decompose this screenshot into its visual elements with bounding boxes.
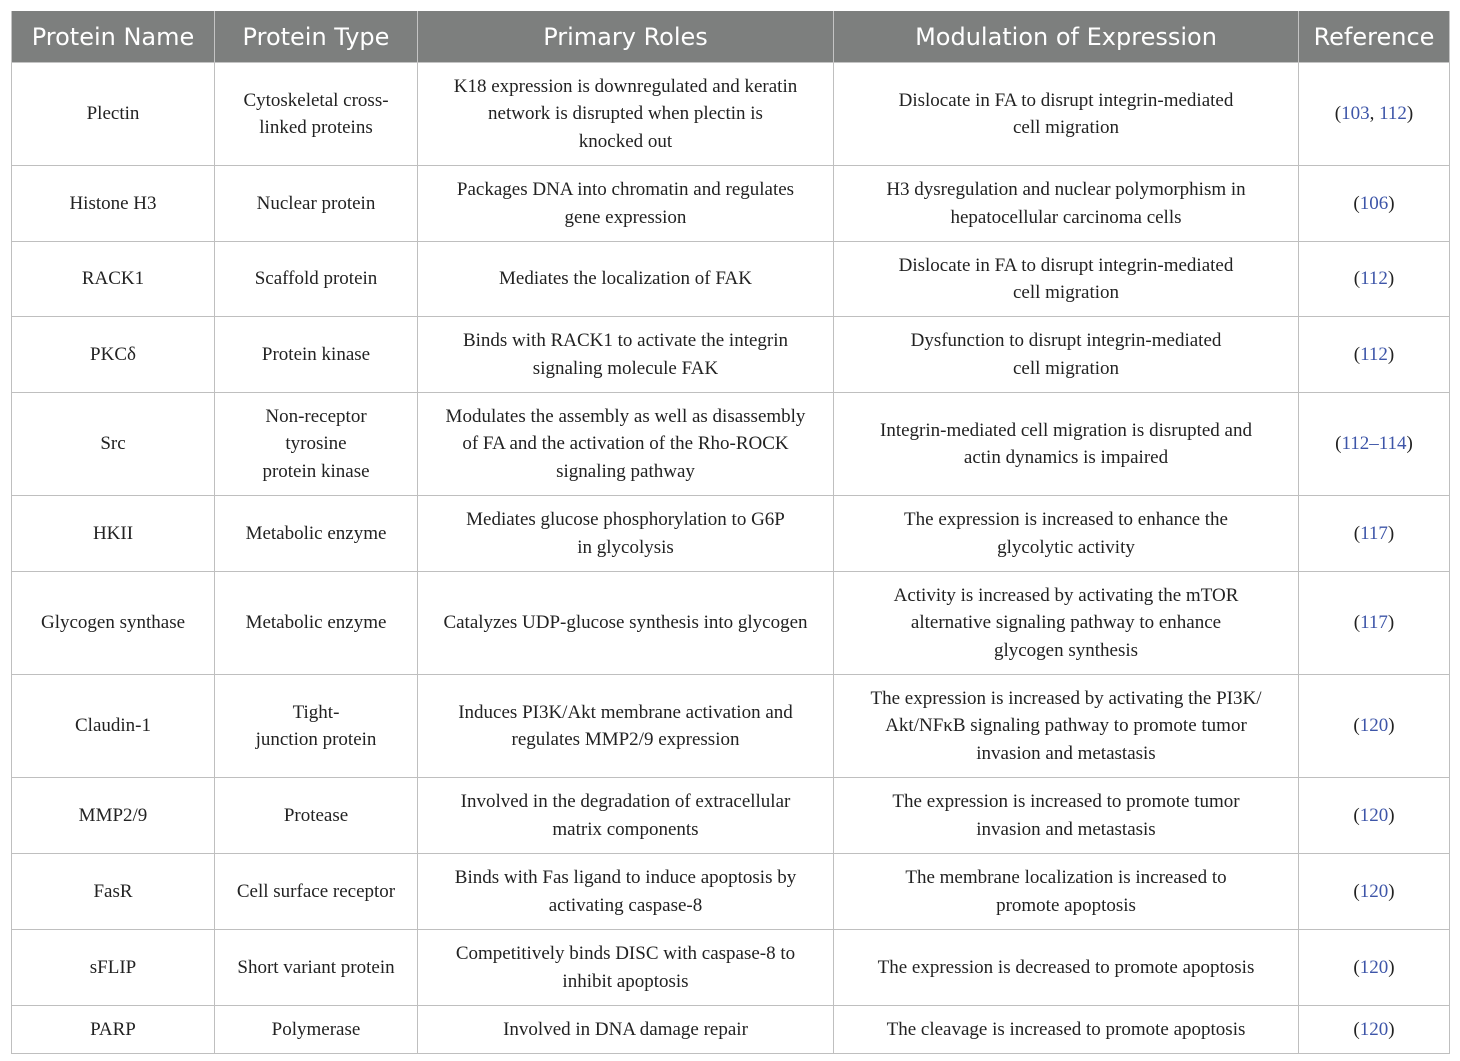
modulation-line: The cleavage is increased to promote apoptosis xyxy=(886,1018,1246,1040)
primary-roles-cell xyxy=(418,166,834,242)
protein-type-line: Non-receptor xyxy=(265,405,367,427)
table-row xyxy=(12,1006,1450,1054)
protein-type-line: Polymerase xyxy=(271,1018,361,1040)
protein-type-line: Cell surface receptor xyxy=(236,880,396,902)
table-row xyxy=(12,496,1450,572)
reference-paren-close: ) xyxy=(1388,804,1395,826)
protein-type-line: Nuclear protein xyxy=(256,192,376,214)
table-row xyxy=(12,317,1450,393)
modulation-line: glycogen synthesis xyxy=(993,639,1139,661)
modulation-line: The expression is decreased to promote apoptosis xyxy=(877,956,1255,978)
protein-type-line: Protein kinase xyxy=(261,343,371,365)
table-header xyxy=(12,11,1450,63)
protein-type-cell xyxy=(215,63,418,166)
protein-type-line: Protease xyxy=(283,804,349,826)
protein-table xyxy=(11,11,1450,1054)
reference-paren-close: ) xyxy=(1387,612,1395,634)
primary-roles-line: Competitively binds DISC with caspase-8 to xyxy=(455,943,796,964)
protein-type-cell xyxy=(215,930,418,1006)
table-row xyxy=(12,393,1450,496)
reference-link[interactable]: 112 xyxy=(1360,343,1388,365)
reference-paren-open: ( xyxy=(1353,522,1361,544)
reference-link[interactable]: 117 xyxy=(1360,522,1388,544)
reference-paren-open: ( xyxy=(1353,715,1360,737)
reference-link[interactable]: 112 xyxy=(1360,268,1388,290)
reference-cell xyxy=(1299,930,1450,1006)
protein-type-line: linked proteins xyxy=(259,117,373,138)
protein-type-cell xyxy=(215,317,418,393)
primary-roles-line: gene expression xyxy=(564,206,687,228)
primary-roles-line: in glycolysis xyxy=(577,536,674,558)
primary-roles-line: of FA and the activation of the Rho-ROCK xyxy=(462,433,789,455)
modulation-cell xyxy=(834,854,1299,930)
protein-name-cell: Glycogen synthase xyxy=(12,572,215,675)
protein-type-line: Metabolic enzyme xyxy=(245,612,387,634)
modulation-line: invasion and metastasis xyxy=(976,742,1156,764)
reference-cell xyxy=(1299,572,1450,675)
reference-paren-open: ( xyxy=(1334,103,1342,125)
primary-roles-line: K18 expression is downregulated and keratin xyxy=(453,75,798,97)
modulation-cell xyxy=(834,572,1299,675)
primary-roles-line: knocked out xyxy=(578,130,673,152)
table-row xyxy=(12,854,1450,930)
primary-roles-line: Modulates the assembly as well as disassembly xyxy=(445,405,806,427)
reference-paren-close: ) xyxy=(1387,522,1395,544)
reference-paren-close: ) xyxy=(1406,433,1413,455)
primary-roles-line: matrix components xyxy=(552,818,699,840)
primary-roles-cell xyxy=(418,675,834,778)
modulation-cell xyxy=(834,393,1299,496)
protein-type-line: tyrosine xyxy=(285,433,347,455)
reference-paren-open: ( xyxy=(1335,433,1342,455)
primary-roles-line: network is disrupted when plectin is xyxy=(488,103,763,125)
modulation-line: alternative signaling pathway to enhance xyxy=(910,612,1222,634)
protein-type-cell xyxy=(215,393,418,496)
primary-roles-line: inhibit apoptosis xyxy=(562,970,689,992)
reference-cell xyxy=(1299,63,1450,166)
protein-type-line: Metabolic enzyme xyxy=(245,522,387,544)
protein-type-line: Cytoskeletal cross- xyxy=(243,89,389,111)
reference-cell xyxy=(1299,854,1450,930)
reference-link[interactable]: 120 xyxy=(1359,804,1389,826)
modulation-line: cell migration xyxy=(1012,357,1120,379)
protein-name-cell: MMP2/9 xyxy=(12,778,215,854)
table-body xyxy=(12,63,1450,1054)
protein-type-line: Short variant protein xyxy=(237,956,395,978)
primary-roles-line: Packages DNA into chromatin and regulates xyxy=(456,179,795,200)
reference-paren-open: ( xyxy=(1353,612,1361,634)
primary-roles-line: signaling pathway xyxy=(556,460,695,482)
primary-roles-cell xyxy=(418,572,834,675)
primary-roles-line: Binds with RACK1 to activate the integrin xyxy=(462,330,789,351)
reference-paren-open: ( xyxy=(1353,1018,1360,1040)
primary-roles-cell xyxy=(418,496,834,572)
modulation-cell xyxy=(834,778,1299,854)
reference-link[interactable]: 120 xyxy=(1359,880,1389,902)
modulation-line: glycolytic activity xyxy=(997,536,1135,558)
reference-paren-open: ( xyxy=(1353,880,1360,902)
reference-link[interactable]: 112 xyxy=(1379,103,1407,125)
primary-roles-cell xyxy=(418,778,834,854)
protein-name-cell: PKCδ xyxy=(12,317,215,393)
protein-type-cell xyxy=(215,572,418,675)
primary-roles-cell xyxy=(418,317,834,393)
header-reference: Reference xyxy=(1299,11,1450,63)
table-row xyxy=(12,675,1450,778)
protein-name-cell: HKII xyxy=(12,496,215,572)
reference-link[interactable]: 120 xyxy=(1359,715,1389,737)
modulation-line: Integrin-mediated cell migration is disrupted and xyxy=(880,419,1252,441)
modulation-line: invasion and metastasis xyxy=(976,818,1156,840)
table-row xyxy=(12,63,1450,166)
protein-type-line: Scaffold protein xyxy=(254,268,378,290)
reference-paren-open: ( xyxy=(1353,268,1361,290)
primary-roles-cell xyxy=(418,63,834,166)
modulation-cell xyxy=(834,675,1299,778)
primary-roles-cell xyxy=(418,242,834,317)
table-row xyxy=(12,572,1450,675)
modulation-line: The expression is increased to promote tumor xyxy=(892,791,1240,812)
protein-name-cell: RACK1 xyxy=(12,242,215,317)
modulation-cell xyxy=(834,63,1299,166)
modulation-line: promote apoptosis xyxy=(996,894,1136,916)
header-protein-type: Protein Type xyxy=(215,11,418,63)
modulation-line: Dislocate in FA to disrupt integrin-mediated xyxy=(898,254,1234,276)
modulation-cell xyxy=(834,496,1299,572)
modulation-line: cell migration xyxy=(1012,117,1120,138)
reference-paren-open: ( xyxy=(1353,343,1361,365)
table-row xyxy=(12,166,1450,242)
modulation-line: Akt/NFκB signaling pathway to promote tumor xyxy=(885,715,1247,737)
reference-paren-close: ) xyxy=(1387,268,1395,290)
reference-cell xyxy=(1299,242,1450,317)
primary-roles-cell xyxy=(418,1006,834,1054)
modulation-line: The membrane localization is increased to xyxy=(905,867,1227,888)
protein-type-cell xyxy=(215,778,418,854)
table-row xyxy=(12,778,1450,854)
reference-paren-open: ( xyxy=(1353,804,1360,826)
modulation-line: cell migration xyxy=(1012,282,1120,303)
protein-type-cell xyxy=(215,1006,418,1054)
reference-link[interactable]: 120 xyxy=(1359,1018,1389,1040)
modulation-line: The expression is increased to enhance the xyxy=(904,509,1228,530)
modulation-line: Dysfunction to disrupt integrin-mediated xyxy=(910,330,1222,351)
reference-cell xyxy=(1299,317,1450,393)
primary-roles-line: Binds with Fas ligand to induce apoptosis by xyxy=(454,867,797,888)
modulation-cell xyxy=(834,930,1299,1006)
reference-paren-open: ( xyxy=(1353,192,1360,214)
reference-link[interactable]: 112–114 xyxy=(1341,433,1407,455)
primary-roles-line: Mediates glucose phosphorylation to G6P xyxy=(466,509,785,530)
reference-paren-close: ) xyxy=(1387,343,1395,365)
protein-type-cell xyxy=(215,496,418,572)
primary-roles-line: activating caspase-8 xyxy=(548,894,703,916)
modulation-cell xyxy=(834,1006,1299,1054)
reference-link[interactable]: 120 xyxy=(1359,956,1389,978)
protein-type-cell xyxy=(215,166,418,242)
protein-type-cell xyxy=(215,242,418,317)
protein-type-cell xyxy=(215,854,418,930)
protein-name-cell: PARP xyxy=(12,1006,215,1054)
header-primary-roles: Primary Roles xyxy=(418,11,834,63)
reference-paren-close: ) xyxy=(1388,715,1395,737)
protein-name-cell: Src xyxy=(12,393,215,496)
primary-roles-line: Mediates the localization of FAK xyxy=(499,268,752,290)
primary-roles-line: regulates MMP2/9 expression xyxy=(511,729,740,750)
reference-paren-close: ) xyxy=(1388,192,1395,214)
reference-cell xyxy=(1299,496,1450,572)
reference-separator: , xyxy=(1369,103,1380,125)
modulation-cell xyxy=(834,166,1299,242)
reference-paren-close: ) xyxy=(1388,1018,1395,1040)
protein-name-cell: Claudin-1 xyxy=(12,675,215,778)
modulation-line: actin dynamics is impaired xyxy=(963,447,1169,468)
modulation-line: Dislocate in FA to disrupt integrin-mediated xyxy=(898,89,1234,111)
modulation-line: H3 dysregulation and nuclear polymorphism in xyxy=(886,179,1246,200)
primary-roles-line: Involved in DNA damage repair xyxy=(503,1018,748,1040)
primary-roles-line: Catalyzes UDP-glucose synthesis into glycogen xyxy=(443,612,808,634)
reference-cell xyxy=(1299,166,1450,242)
reference-link[interactable]: 106 xyxy=(1359,192,1389,214)
primary-roles-cell xyxy=(418,854,834,930)
table-row xyxy=(12,930,1450,1006)
primary-roles-cell xyxy=(418,393,834,496)
protein-type-line: protein kinase xyxy=(262,460,370,482)
header-row xyxy=(12,11,1450,63)
protein-type-cell xyxy=(215,675,418,778)
reference-link[interactable]: 103 xyxy=(1341,103,1370,125)
reference-paren-close: ) xyxy=(1388,880,1395,902)
primary-roles-line: Involved in the degradation of extracellular xyxy=(460,791,791,812)
modulation-cell xyxy=(834,317,1299,393)
reference-paren-close: ) xyxy=(1406,103,1414,125)
reference-cell xyxy=(1299,675,1450,778)
primary-roles-line: signaling molecule FAK xyxy=(532,357,719,379)
protein-type-line: Tight- xyxy=(292,701,340,723)
modulation-line: Activity is increased by activating the mTOR xyxy=(893,584,1239,606)
primary-roles-line: Induces PI3K/Akt membrane activation and xyxy=(458,701,793,723)
protein-name-cell: Plectin xyxy=(12,63,215,166)
protein-type-line: junction protein xyxy=(255,729,377,750)
reference-cell xyxy=(1299,778,1450,854)
reference-cell xyxy=(1299,393,1450,496)
reference-paren-close: ) xyxy=(1388,956,1395,978)
protein-name-cell: Histone H3 xyxy=(12,166,215,242)
reference-link[interactable]: 117 xyxy=(1360,612,1388,634)
modulation-cell xyxy=(834,242,1299,317)
primary-roles-cell xyxy=(418,930,834,1006)
modulation-line: The expression is increased by activating the PI3K/ xyxy=(870,687,1262,709)
modulation-line: hepatocellular carcinoma cells xyxy=(950,206,1182,228)
reference-cell xyxy=(1299,1006,1450,1054)
table-row xyxy=(12,242,1450,317)
protein-name-cell: FasR xyxy=(12,854,215,930)
header-protein-name: Protein Name xyxy=(12,11,215,63)
protein-name-cell: sFLIP xyxy=(12,930,215,1006)
header-modulation: Modulation of Expression xyxy=(834,11,1299,63)
reference-paren-open: ( xyxy=(1353,956,1360,978)
